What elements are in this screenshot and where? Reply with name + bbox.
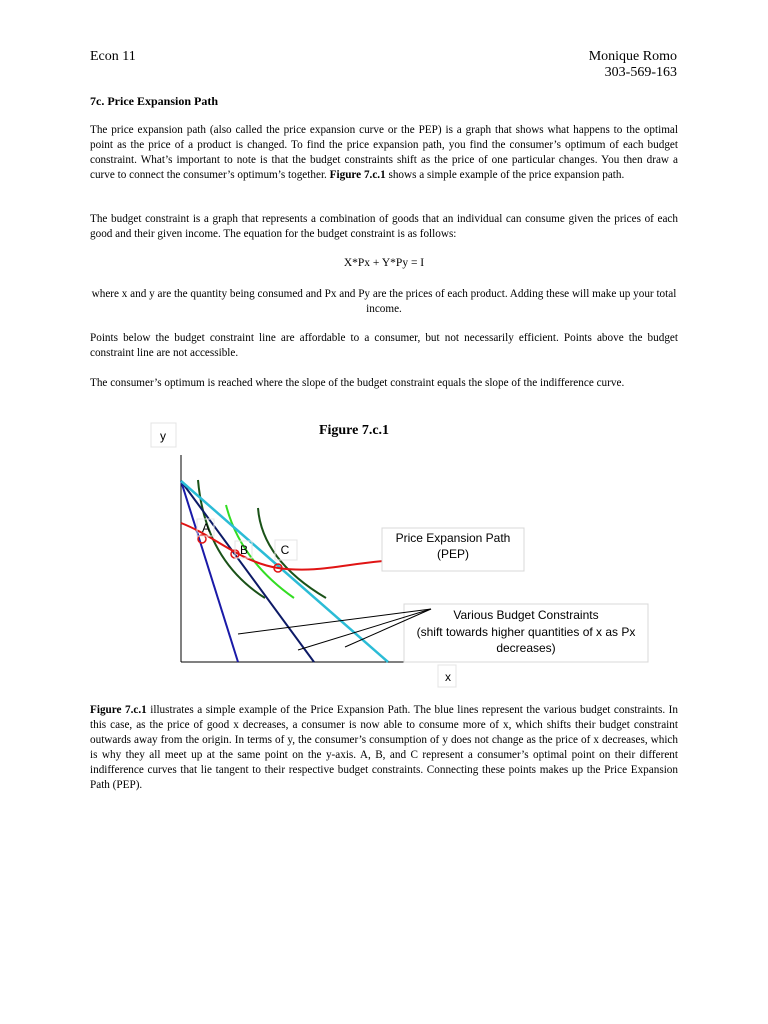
figure-title: Figure 7.c.1 <box>318 423 390 438</box>
budget-equation: X*Px + Y*Py = I <box>343 257 425 269</box>
budget-constraint-2 <box>181 481 314 662</box>
budget-constraint-1 <box>181 481 238 662</box>
figure-desc-text: illustrates a simple example of the Price Expansion Path. The blue lines represent the various budget constraints. In this case, as the price of good x decreases, a consumer is now able to consume more of x, which shifts their budget constraint outwards away from the origin. In terms of y, the consumer’s consumption of y does not change as the price of x decreases, which is why they all meet up at the same point on the y-axis. A, B, and C represent a consumer’s optimal point on their different indifference curves that lie tangent to their respective budget constraints. Connecting these points makes up the Price Expansion Path (PEP). <box>90 704 679 791</box>
point-a-label: A <box>201 521 211 535</box>
optimum-paragraph: The consumer’s optimum is reached where the slope of the budget constraint equals the slope of the indifference curve. <box>90 377 625 389</box>
point-b-label: B <box>239 543 249 557</box>
figure-desc-ref: Figure 7.c.1 <box>90 704 147 716</box>
section-title: 7c. Price Expansion Path <box>90 94 218 108</box>
budget-constraint-3 <box>181 481 388 662</box>
budget-label-line3: decreases) <box>496 641 556 655</box>
pep-label-line1: Price Expansion Path <box>395 531 511 545</box>
point-c-label: C <box>280 543 290 557</box>
intro-figure-ref: Figure 7.c.1 <box>329 169 386 181</box>
figure-description <box>90 703 678 793</box>
author-id: 303-569-163 <box>604 65 677 80</box>
points-paragraph: Points below the budget constraint line are affordable to a consumer, but not necessarily efficient. Points above the budget constraint line are not accessible. <box>90 332 678 359</box>
y-axis-label: y <box>160 429 166 443</box>
budget-label-line1: Various Budget Constraints <box>453 608 599 622</box>
intro-text-2: shows a simple example of the price expansion path. <box>385 169 625 181</box>
budget-label-line2: (shift towards higher quantities of x as Px <box>416 625 636 639</box>
where-paragraph: where x and y are the quantity being consumed and Px and Py are the prices of each product. Adding these will make up your total income. <box>91 288 677 315</box>
course-name: Econ 11 <box>90 49 136 64</box>
intro-text-1: The price expansion path (also called the price expansion curve or the PEP) is a graph that shows what happens to the optimal point as the price of a product is changed. To find the price expansion path, you find the consumer’s optimum of each budget constraint. What’s important to note is that the budget constraints shift as the price of one particular changes. You then draw a curve to connect the consumer’s optimum’s together. <box>90 124 678 181</box>
author-name: Monique Romo <box>588 49 677 64</box>
pep-label-line2: (PEP) <box>436 547 470 561</box>
x-axis-label: x <box>445 670 451 684</box>
budget-paragraph: The budget constraint is a graph that represents a combination of goods that an individual can consume given the prices of each good and their given income. The equation for the budget constraint is as follows: <box>90 213 678 240</box>
